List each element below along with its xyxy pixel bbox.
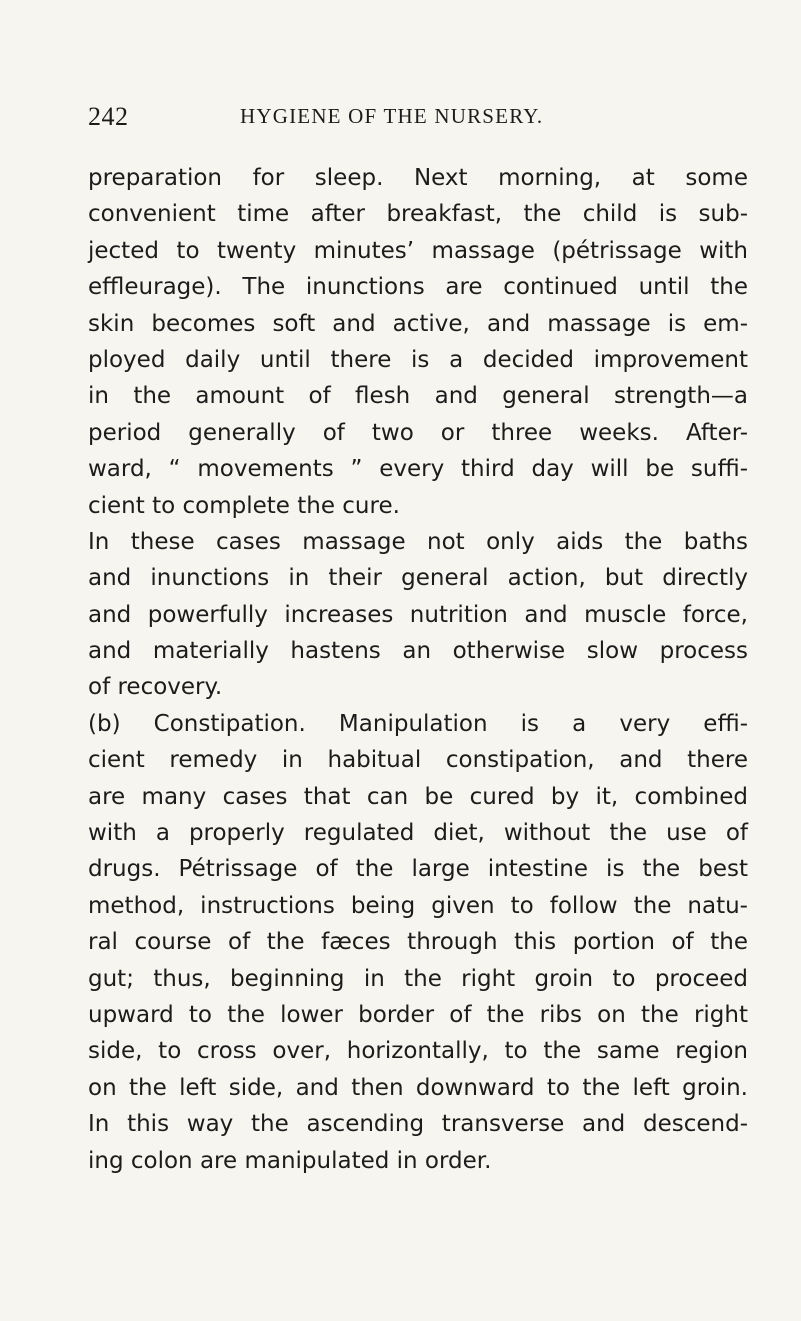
text-line: ployed daily until there is a decided improvement: [88, 346, 748, 373]
text-line: (b) Constipation. Manipulation is a very effi-: [88, 710, 748, 737]
text-line: ing colon are manipulated in order.: [88, 1147, 492, 1174]
text-line: convenient time after breakfast, the child is sub-: [88, 201, 748, 228]
text-line: gut; thus, beginning in the right groin to proceed: [88, 965, 748, 992]
text-line: period generally of two or three weeks. After-: [88, 419, 748, 446]
text-line: and powerfully increases nutrition and muscle force,: [88, 601, 748, 628]
text-line: method, instructions being given to follow the natu-: [88, 892, 748, 919]
text-line: preparation for sleep. Next morning, at some: [88, 165, 748, 191]
text-line: upward to the lower border of the ribs on the right: [88, 1001, 748, 1028]
text-line: skin becomes soft and active, and massage is em-: [88, 310, 748, 337]
text-line: effleurage). The inunctions are continued until the: [88, 274, 748, 301]
text-line: cient remedy in habitual constipation, and there: [88, 747, 748, 774]
running-head-title: HYGIENE OF THE NURSERY.: [240, 104, 544, 128]
text-line: In this way the ascending transverse and descend-: [88, 1111, 748, 1138]
text-line: ward, “ movements ” every third day will be suffi-: [88, 456, 748, 483]
text-line: on the left side, and then downward to the left groin.: [88, 1074, 748, 1101]
page-number: 242: [88, 102, 129, 131]
running-head: [88, 102, 738, 132]
text-line: in the amount of flesh and general strength—a: [88, 383, 748, 410]
text-line: with a properly regulated diet, without the use of: [88, 820, 748, 847]
text-line: and materially hastens an otherwise slow process: [88, 638, 748, 665]
text-line: and inunctions in their general action, but directly: [88, 565, 748, 592]
body-text: [88, 160, 748, 1179]
text-line: jected to twenty minutes’ massage (pétrissage with: [88, 237, 748, 264]
text-line: are many cases that can be cured by it, combined: [88, 783, 748, 810]
text-line: of recovery.: [88, 674, 223, 701]
text-line: side, to cross over, horizontally, to the same region: [88, 1038, 748, 1065]
text-line: drugs. Pétrissage of the large intestine is the best: [88, 856, 748, 883]
text-line: cient to complete the cure.: [88, 492, 400, 519]
text-line: ral course of the fæces through this portion of the: [88, 929, 748, 956]
text-line: In these cases massage not only aids the baths: [88, 528, 748, 555]
